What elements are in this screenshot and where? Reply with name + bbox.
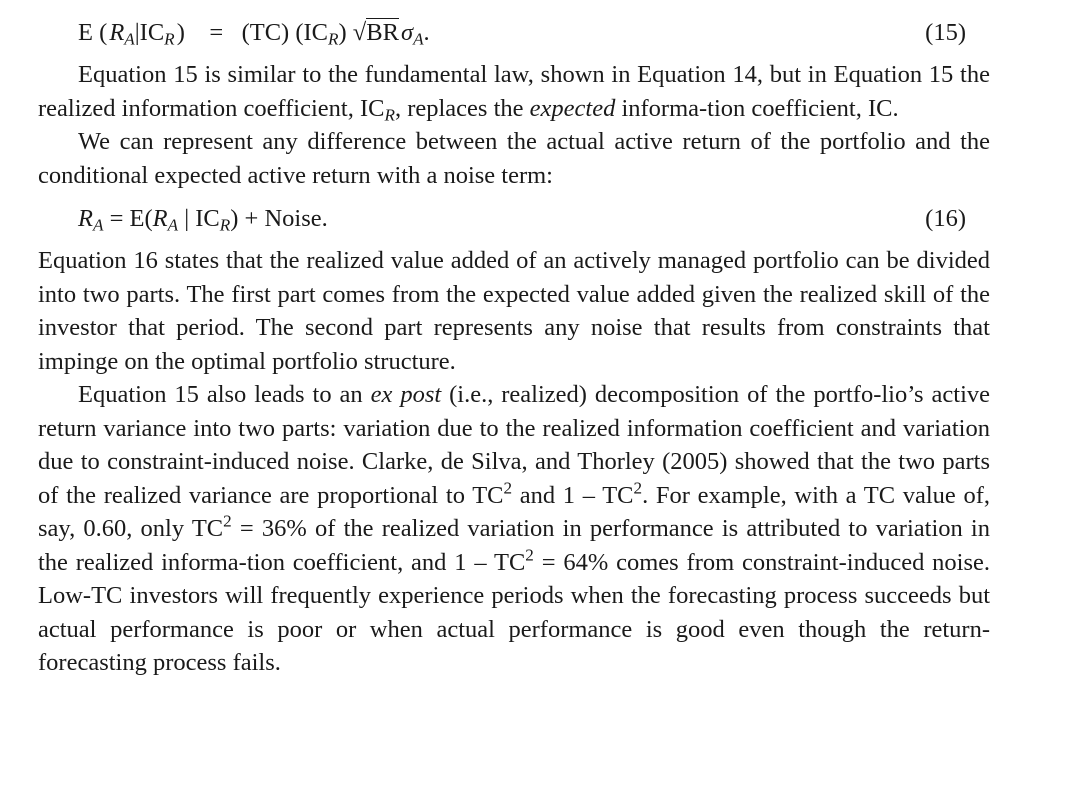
eq15-expectation: E: [78, 19, 93, 46]
paragraph-1-text-b: , replaces the: [394, 94, 530, 122]
paragraph-4-text-a: Equation 15 also leads to an: [78, 381, 371, 408]
eq15-ic-open: (IC: [295, 19, 328, 46]
eq15-return-sub: A: [124, 29, 135, 49]
eq16-ic-sub: R: [219, 215, 231, 235]
eq15-sqrt: [353, 19, 399, 46]
eq16-eq-part: = E(: [103, 205, 153, 232]
eq15-ic: IC: [139, 19, 165, 46]
eq16-condition: | IC: [178, 205, 220, 232]
paragraph-1: [38, 58, 990, 125]
eq15-equals: =: [209, 19, 224, 46]
paragraph-4-italic: ex post: [370, 381, 442, 408]
eq15-return-var: R: [109, 19, 125, 46]
eq15-breadth: BR: [366, 19, 399, 46]
eq15-period: .: [423, 19, 430, 46]
paragraph-1-italic: expected: [529, 94, 616, 122]
eq15-tc: (TC): [241, 19, 290, 46]
paragraph-4: [38, 378, 990, 680]
paragraph-4-text-d: . For example, with a TC value of, say, 0.60, only TC: [38, 481, 990, 542]
equation-15-formula: E ( $R_A|IC_R$ ) = (TC) $(IC_R)$ √BR $\sigma_A$.: [78, 19, 430, 49]
equation-15: [38, 10, 990, 56]
equation-16-formula: [78, 196, 328, 242]
paragraph-4-text-f: = 64% comes from constraint-induced noise. Low-TC investors will frequently experience periods when the forecasting process succeeds but actual performance is poor or when actual performance is good even though the return-forecasting process fails.: [38, 548, 991, 676]
paragraph-1-sub: R: [384, 104, 395, 124]
eq15-ic-sub: R: [164, 29, 175, 49]
eq15-ic2-sub: R: [328, 29, 339, 49]
equation-15-number: (15): [925, 19, 966, 46]
eq15-sigma-sub: A: [413, 29, 424, 49]
paragraph-4-sup-4: 2: [525, 545, 534, 565]
equation-16-number: (16): [925, 205, 966, 232]
eq16-return-var: R: [78, 205, 93, 232]
paragraph-4-text-e: = 36% of the realized variation in performance is attributed to variation in the realized informa-tion coefficient, and 1 – TC: [38, 515, 990, 576]
paragraph-3: Equation 16 states that the realized value added of an actively managed portfolio can be divided into two parts. The first part comes from the expected value added given the realized skill of the investor that period. The second part represents any noise that results from constraints that impinge on the optimal portfolio structure.: [38, 247, 990, 375]
document-page: [38, 10, 990, 680]
paragraph-4-text-c: and 1 – TC: [512, 481, 634, 509]
eq15-ic-close: ): [338, 19, 347, 46]
paragraph-4-text-b: (i.e., realized) decomposition of the portfo-lio’s active return variance into two parts: variation due to the realized information coefficient and variation due to constraint-induced noise. Clarke, de Silva, and Thorley (2005) showed that the two parts of the realized variance are proportional to TC: [38, 381, 991, 509]
paragraph-4-sup-1: 2: [503, 478, 513, 498]
paragraph-1-text-a: Equation 15 is similar to the fundamental law, shown in Equation 14, but in Equation 15 the realized information coefficient, IC: [38, 61, 990, 122]
paragraph-2: We can represent any difference between the actual active return of the portfolio and the conditional expected active return with a noise term:: [38, 128, 990, 189]
paragraph-4-sup-3: 2: [223, 511, 232, 531]
sqrt-icon: √: [352, 19, 367, 46]
eq15-sigma: σ: [400, 19, 414, 46]
paragraph-1-text-c: informa-tion coefficient, IC.: [615, 94, 899, 122]
equation-16: [38, 196, 990, 242]
paragraph-4-sup-2: 2: [633, 478, 643, 498]
eq16-return-var-2: R: [152, 205, 168, 232]
eq16-return-sub-2: A: [167, 215, 179, 235]
eq16-return-sub: A: [92, 215, 104, 235]
eq16-tail: ) + Noise.: [230, 205, 328, 232]
